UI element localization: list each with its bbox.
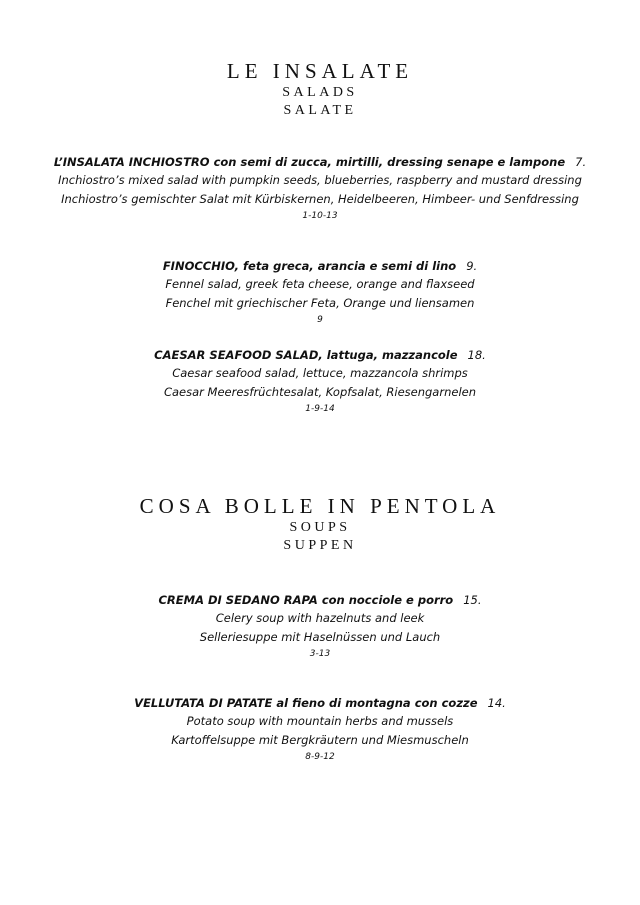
dish-ingredients-it: al fieno di montagna con cozze <box>272 696 478 710</box>
salad-item-caesar-seafood <box>0 346 640 417</box>
salads-subtitle-de: SALATE <box>283 103 357 118</box>
soups-heading <box>0 493 640 555</box>
dish-ingredients-it: lattuga, mazzancole <box>322 348 458 362</box>
dish-description-de: Inchiostro’s gemischter Salat mit Kürbiskernen, Heidelbeeren, Himbeer- und Senfdressing <box>61 192 579 206</box>
soups-subtitle-de: SUPPEN <box>283 538 357 553</box>
dish-title <box>0 694 640 712</box>
dish-name: FINOCCHIO, <box>162 259 240 273</box>
salad-item-insalata-inchiostro <box>0 153 640 224</box>
dish-name: VELLUTATA DI PATATE <box>134 696 273 710</box>
dish-price: 18. <box>467 348 486 362</box>
soups-subtitle-en: SOUPS <box>289 520 351 535</box>
dish-description-de: Kartoffelsuppe mit Bergkräutern und Miesmuscheln <box>171 733 469 747</box>
salads-subtitle-en: SALADS <box>282 85 358 100</box>
dish-description-en: Caesar seafood salad, lettuce, mazzancola shrimps <box>172 366 468 380</box>
salad-item-finocchio <box>0 257 640 328</box>
salads-heading <box>0 58 640 120</box>
dish-allergens: 1-10-13 <box>302 211 338 221</box>
dish-name: CAESAR SEAFOOD SALAD, <box>154 348 323 362</box>
dish-name: CREMA DI SEDANO RAPA <box>158 593 318 607</box>
dish-title <box>0 591 640 609</box>
salads-title: LE INSALATE <box>226 59 414 83</box>
dish-name: L’INSALATA INCHIOSTRO <box>53 155 210 169</box>
dish-description-de: Selleriesuppe mit Haselnüssen und Lauch <box>199 630 441 644</box>
soup-item-vellutata-di-patate <box>0 694 640 765</box>
dish-description-en: Fennel salad, greek feta cheese, orange and flaxseed <box>165 277 475 291</box>
dish-allergens: 9 <box>317 315 323 325</box>
dish-allergens: 3-13 <box>309 649 331 659</box>
dish-price: 15. <box>463 593 482 607</box>
dish-description-en: Inchiostro’s mixed salad with pumpkin seeds, blueberries, raspberry and mustard dressing <box>58 173 582 187</box>
dish-price: 7. <box>575 155 587 169</box>
dish-description-en: Celery soup with hazelnuts and leek <box>215 611 425 625</box>
dish-ingredients-it: feta greca, arancia e semi di lino <box>239 259 457 273</box>
dish-price: 9. <box>466 259 478 273</box>
dish-title <box>0 257 640 275</box>
soup-item-crema-sedano-rapa <box>0 591 640 662</box>
dish-allergens: 1-9-14 <box>305 404 335 414</box>
soups-title: COSA BOLLE IN PENTOLA <box>139 494 501 518</box>
dish-price: 14. <box>487 696 506 710</box>
dish-description-de: Fenchel mit griechischer Feta, Orange und liensamen <box>165 296 475 310</box>
dish-title <box>0 346 640 364</box>
dish-description-de: Caesar Meeresfrüchtesalat, Kopfsalat, Riesengarnelen <box>163 385 477 399</box>
dish-ingredients-it: con nocciole e porro <box>317 593 454 607</box>
dish-description-en: Potato soup with mountain herbs and mussels <box>186 714 454 728</box>
dish-ingredients-it: con semi di zucca, mirtilli, dressing senape e lampone <box>209 155 566 169</box>
dish-allergens: 8-9-12 <box>305 752 335 762</box>
dish-title <box>0 153 640 171</box>
